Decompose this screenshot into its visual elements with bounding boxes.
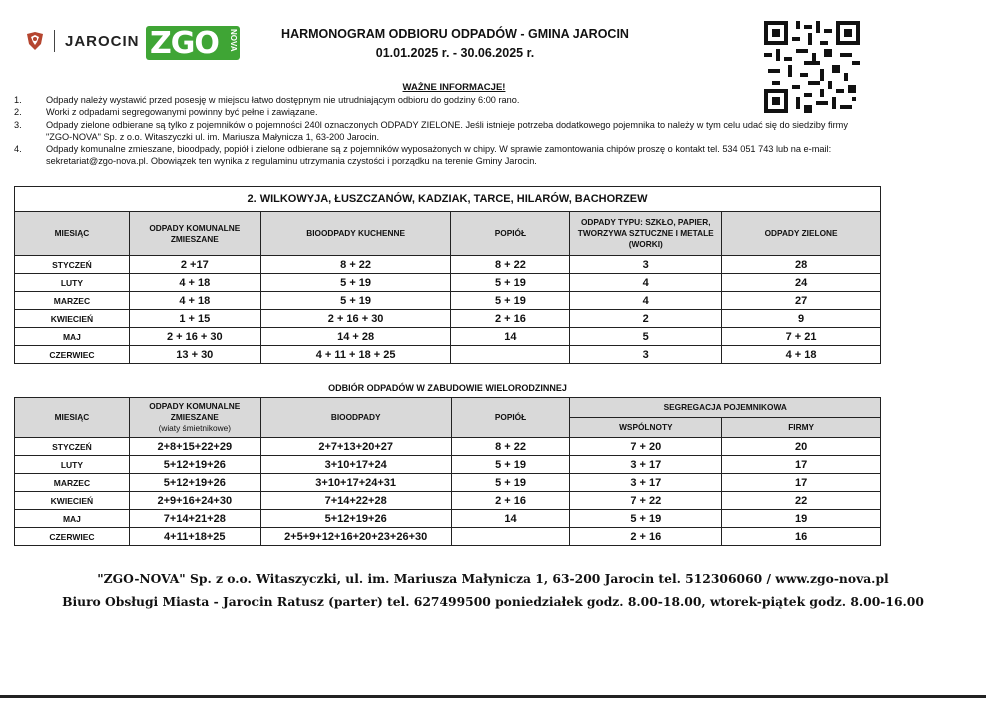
month-cell: KWIECIEŃ [15,310,130,328]
value-cell: 1 + 15 [129,310,260,328]
month-cell: CZERWIEC [15,346,130,364]
month-cell: MAJ [15,510,130,528]
col-header-mixed [129,398,260,438]
area-band-title: 2. WILKOWYJA, ŁUSZCZANÓW, KADZIAK, TARCE, HILARÓW, BACHORZEW [15,187,881,212]
value-cell: 5 + 19 [260,274,451,292]
table-row [15,492,881,510]
value-cell: 24 [722,274,881,292]
info-text: Worki z odpadami segregowanymi powinny być pełne i zawiązane. [46,107,318,118]
value-cell: 7+14+22+28 [260,492,451,510]
table-row [15,528,881,546]
value-cell: 8 + 22 [451,438,570,456]
jarocin-logo [24,30,140,52]
value-cell: 5+12+19+26 [260,510,451,528]
value-cell: 4 [570,292,722,310]
value-cell: 4 + 18 [722,346,881,364]
zgo-nova-logo [146,26,240,60]
col-header: ODPADY ZIELONE [722,212,881,256]
value-cell: 5+12+19+26 [129,474,260,492]
col-header: BIOODPADY KUCHENNE [260,212,451,256]
schedule-table-multifamily [14,397,881,546]
value-cell: 4 [570,274,722,292]
value-cell: 5 + 19 [260,292,451,310]
footer-company-info: "ZGO-NOVA" Sp. z o.o. Witaszyczki, ul. im. Mariusza Małynicza 1, 63-200 Jarocin tel. 512306060 / www.zgo-nova.pl [97,571,889,586]
table-row [15,456,881,474]
info-text: Odpady zielone odbierane są tylko z pojemników o pojemności 240l oznaczonych ODPADY ZIELONE. Jeśli istnieje potrzeba dodatkowego pojemnika to należy w tym celu udać się do siedziby firmy "ZGO-NOVA" Sp. z o.o. Witaszyczki ul. im. Mariusza Małynicza 1, 63-200 Jarocin. [46,119,848,142]
value-cell: 5+12+19+26 [129,456,260,474]
value-cell: 7+14+21+28 [129,510,260,528]
month-cell: MARZEC [15,292,130,310]
value-cell: 20 [722,438,881,456]
table-row [15,310,881,328]
col-header: FIRMY [722,418,881,438]
bottom-divider [0,695,986,698]
value-cell: 2 + 16 + 30 [129,328,260,346]
info-num: 2. [14,107,22,118]
value-cell: 2 + 16 [570,528,722,546]
value-cell: 2+5+9+12+16+20+23+26+30 [260,528,451,546]
value-cell: 3 + 17 [570,474,722,492]
title-line-1: HARMONOGRAM ODBIORU ODPADÓW - GMINA JAROCIN [281,27,629,41]
value-cell: 2 + 16 + 30 [260,310,451,328]
schedule-table-area-2 [14,186,881,364]
col-header-label: ODPADY KOMUNALNE ZMIESZANE [149,401,241,422]
value-cell [451,346,570,364]
value-cell: 3 [570,256,722,274]
col-header-sub: (wiaty śmietnikowe) [158,423,231,433]
col-header: MIESIĄC [15,398,130,438]
month-cell: KWIECIEŃ [15,492,130,510]
value-cell: 14 + 28 [260,328,451,346]
value-cell: 2+8+15+22+29 [129,438,260,456]
important-info [14,82,874,167]
month-cell: LUTY [15,274,130,292]
value-cell: 5 + 19 [451,456,570,474]
value-cell: 5 + 19 [451,474,570,492]
table-row [15,328,881,346]
info-text: Odpady komunalne zmieszane, bioodpady, popiół i zielone odbierane są z pojemników wyposażonych w chipy. W sprawie zamontowania chipów proszę o kontakt tel. 534 051 743 lub na e-mail: sekretariat@zgo-nova.pl. Obowiązek ten wynika z regulaminu utrzymania czystości i porządku na terenie Gminy Jarocin. [46,144,832,167]
info-item [14,106,874,118]
value-cell: 2+9+16+24+30 [129,492,260,510]
month-cell: MAJ [15,328,130,346]
table-row [15,292,881,310]
value-cell: 27 [722,292,881,310]
value-cell: 4 + 18 [129,274,260,292]
value-cell: 5 + 19 [451,274,570,292]
table-row [15,510,881,528]
month-cell: LUTY [15,456,130,474]
info-num: 1. [14,95,22,106]
header [0,0,986,80]
value-cell: 5 [570,328,722,346]
value-cell: 28 [722,256,881,274]
value-cell: 17 [722,474,881,492]
table-row [15,438,881,456]
value-cell: 3+10+17+24+31 [260,474,451,492]
value-cell: 3 + 17 [570,456,722,474]
value-cell: 16 [722,528,881,546]
value-cell: 14 [451,510,570,528]
title-line-2: 01.01.2025 r. - 30.06.2025 r. [375,46,535,60]
value-cell: 14 [451,328,570,346]
value-cell: 3 [570,346,722,364]
value-cell: 9 [722,310,881,328]
value-cell: 2 + 16 [451,492,570,510]
table-row [15,474,881,492]
col-header: POPIÓŁ [451,212,570,256]
value-cell: 7 + 20 [570,438,722,456]
info-heading: WAŻNE INFORMACJE! [402,82,506,93]
jarocin-brand: JAROCIN [65,32,140,50]
value-cell: 4 + 11 + 18 + 25 [260,346,451,364]
month-cell: MARZEC [15,474,130,492]
value-cell: 7 + 22 [570,492,722,510]
col-header: MIESIĄC [15,212,130,256]
info-item [14,143,874,167]
footer-office-hours: Biuro Obsługi Miasta - Jarocin Ratusz (parter) tel. 627499500 poniedziałek godz. 8.00-18.00, wtorek-piątek godz. 8.00-16.00 [62,594,924,609]
value-cell [451,528,570,546]
document-title [250,25,660,63]
month-cell: STYCZEŃ [15,438,130,456]
col-header: BIOODPADY [260,398,451,438]
month-cell: CZERWIEC [15,528,130,546]
table-row [15,274,881,292]
value-cell: 3+10+17+24 [260,456,451,474]
col-header: ODPADY TYPU: SZKŁO, PAPIER, TWORZYWA SZTUCZNE I METALE (WORKI) [570,212,722,256]
logo-separator [54,30,55,52]
info-num: 4. [14,144,22,155]
value-cell: 2 [570,310,722,328]
col-header: WSPÓLNOTY [570,418,722,438]
table-row [15,256,881,274]
multifamily-section-title: ODBIÓR ODPADÓW W ZABUDOWIE WIELORODZINNEJ [328,383,567,393]
value-cell: 8 + 22 [260,256,451,274]
info-item [14,94,874,106]
jarocin-emblem-icon [24,30,46,52]
value-cell: 19 [722,510,881,528]
zgo-brand: ZGO [150,25,219,61]
col-header-group: SEGREGACJA POJEMNIKOWA [570,398,881,418]
value-cell: 2 +17 [129,256,260,274]
value-cell: 17 [722,456,881,474]
table-row [15,346,881,364]
value-cell: 5 + 19 [451,292,570,310]
value-cell: 4+11+18+25 [129,528,260,546]
info-num: 3. [14,119,22,130]
value-cell: 7 + 21 [722,328,881,346]
info-item [14,119,874,143]
value-cell: 2 + 16 [451,310,570,328]
info-text: Odpady należy wystawić przed posesję w miejscu łatwo dostępnym nie utrudniającym odbioru do godziny 6:00 rano. [46,95,520,106]
value-cell: 4 + 18 [129,292,260,310]
value-cell: 5 + 19 [570,510,722,528]
value-cell: 8 + 22 [451,256,570,274]
value-cell: 2+7+13+20+27 [260,438,451,456]
col-header: ODPADY KOMUNALNE ZMIESZANE [129,212,260,256]
month-cell: STYCZEŃ [15,256,130,274]
nova-brand: NOVA [229,29,238,52]
value-cell: 22 [722,492,881,510]
value-cell: 13 + 30 [129,346,260,364]
col-header: POPIÓŁ [451,398,570,438]
